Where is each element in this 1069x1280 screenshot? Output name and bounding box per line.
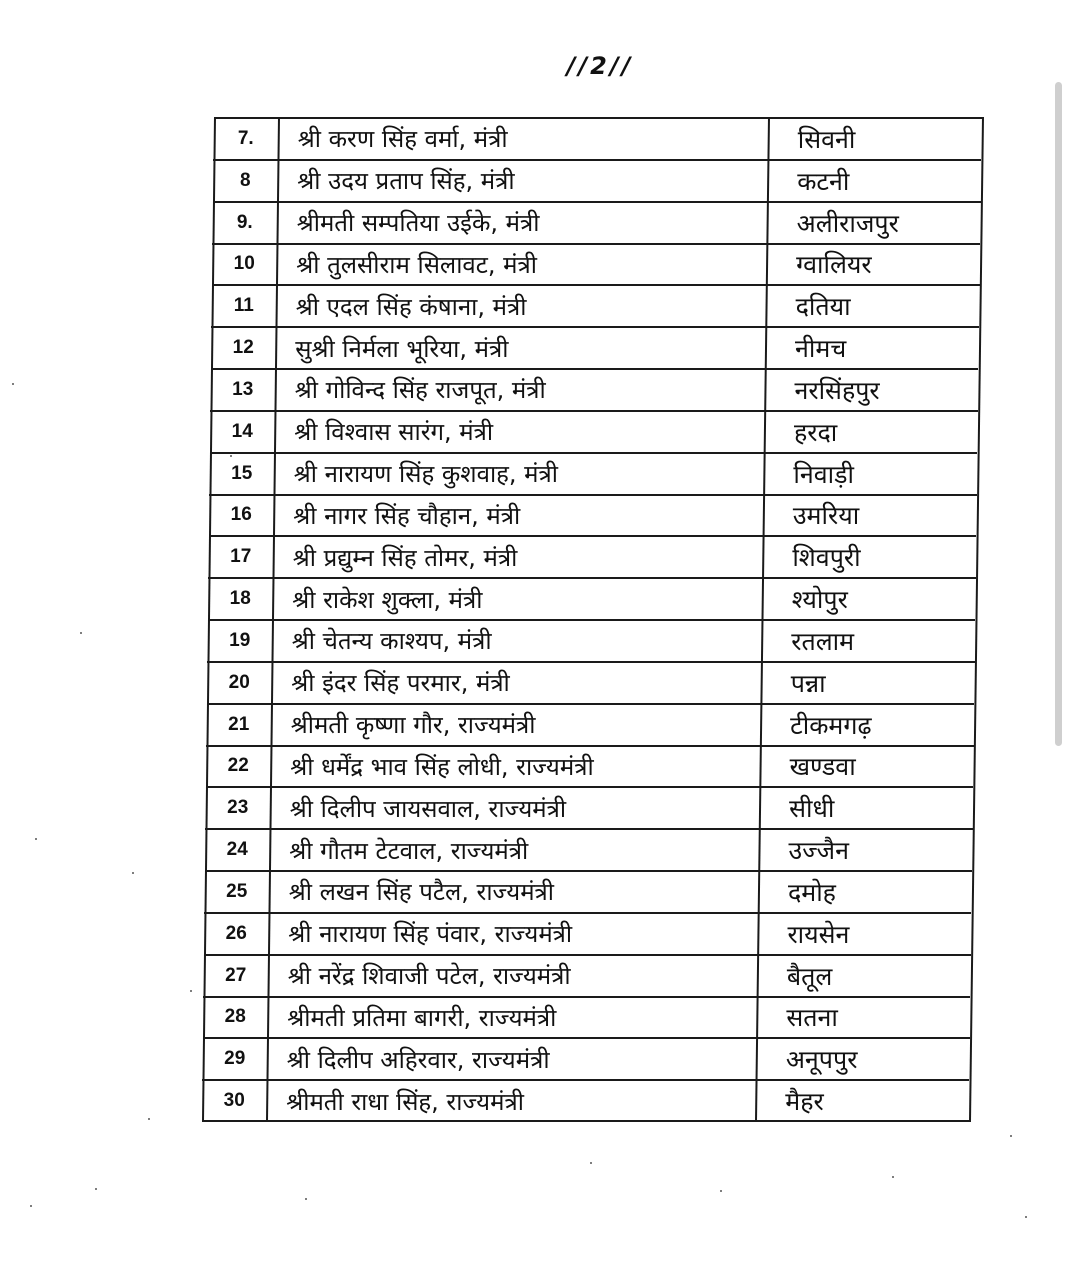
minister-name: श्री दिलीप अहिरवार, राज्यमंत्री xyxy=(286,1045,550,1074)
table-row xyxy=(204,954,971,996)
district-name: टीकमगढ़ xyxy=(790,710,872,740)
table-row xyxy=(204,912,971,954)
table-row xyxy=(210,452,978,494)
minister-name: श्री चेतन्य काश्यप, मंत्री xyxy=(291,627,492,656)
scan-speck xyxy=(12,383,14,385)
table-row xyxy=(214,117,982,159)
serial-number: 24 xyxy=(226,839,248,861)
scan-speck xyxy=(190,990,192,992)
table-row xyxy=(205,870,972,912)
minister-name: श्री उदय प्रताप सिंह, मंत्री xyxy=(297,167,515,196)
serial-number: 22 xyxy=(227,755,249,777)
serial-number: 27 xyxy=(225,964,247,986)
district-name: कटनी xyxy=(797,166,850,196)
serial-number: 9. xyxy=(236,211,253,233)
table-row xyxy=(207,703,974,745)
page-number-marker: //2// xyxy=(566,52,634,80)
table-row xyxy=(213,201,981,243)
district-name: उमरिया xyxy=(792,501,860,531)
minister-name: श्री नरेंद्र शिवाजी पटेल, राज्यमंत्री xyxy=(287,962,571,991)
district-name: ग्वालियर xyxy=(796,250,872,280)
serial-number: 21 xyxy=(228,713,250,735)
minister-name: श्री करण सिंह वर्मा, मंत्री xyxy=(297,125,508,154)
table-row xyxy=(212,284,980,326)
district-name: अलीराजपुर xyxy=(796,208,899,238)
minister-name: श्रीमती प्रतिमा बागरी, राज्यमंत्री xyxy=(287,1003,557,1032)
serial-number: 30 xyxy=(223,1090,245,1112)
table-row xyxy=(213,159,981,201)
scan-speck xyxy=(892,1176,894,1178)
scan-speck xyxy=(230,455,232,457)
serial-number: 8 xyxy=(239,169,251,191)
serial-number: 14 xyxy=(231,420,253,442)
district-name: हरदा xyxy=(793,417,838,447)
table-row xyxy=(208,619,975,661)
minister-name: श्री इंदर सिंह परमार, मंत्री xyxy=(291,669,510,698)
serial-number: 19 xyxy=(229,629,251,651)
minister-name: श्री गौतम टेटवाल, राज्यमंत्री xyxy=(289,836,529,865)
district-name: दमोह xyxy=(787,877,836,907)
minister-name: श्रीमती सम्पतिया उईके, मंत्री xyxy=(296,209,540,238)
district-name: सिवनी xyxy=(797,124,856,154)
minister-name: श्री दिलीप जायसवाल, राज्यमंत्री xyxy=(289,794,567,823)
scan-speck xyxy=(590,1162,592,1164)
minister-name: श्री नागर सिंह चौहान, मंत्री xyxy=(293,501,521,530)
serial-number: 11 xyxy=(233,295,254,317)
minister-name: श्री धर्मेंद्र भाव सिंह लोधी, राज्यमंत्री xyxy=(290,752,594,781)
minister-name: सुश्री निर्मला भूरिया, मंत्री xyxy=(295,334,509,363)
minister-name: श्री नारायण सिंह कुशवाह, मंत्री xyxy=(293,460,558,489)
serial-number: 17 xyxy=(230,546,252,568)
district-name: रतलाम xyxy=(791,626,855,656)
scan-speck xyxy=(720,1190,722,1192)
minister-name: श्री एदल सिंह कंषाना, मंत्री xyxy=(295,292,527,321)
table-row xyxy=(210,410,978,452)
table-row xyxy=(211,368,979,410)
minister-name: श्री लखन सिंह पटैल, राज्यमंत्री xyxy=(288,878,555,907)
minister-name: श्री राकेश शुक्ला, मंत्री xyxy=(292,585,483,614)
district-name: निवाड़ी xyxy=(793,459,854,489)
table-row xyxy=(206,786,973,828)
serial-number: 7. xyxy=(237,127,254,149)
serial-number: 28 xyxy=(224,1006,246,1028)
scan-speck xyxy=(1010,1135,1012,1137)
minister-name: श्रीमती राधा सिंह, राज्यमंत्री xyxy=(286,1087,524,1116)
district-name: शिवपुरी xyxy=(792,543,861,573)
district-name: अनूपपुर xyxy=(785,1045,858,1075)
table-row xyxy=(203,996,970,1038)
table-row xyxy=(203,1037,970,1079)
scan-speck xyxy=(95,1188,97,1190)
serial-number: 13 xyxy=(232,378,254,400)
scan-speck xyxy=(305,1198,307,1200)
scan-speck xyxy=(1025,1216,1027,1218)
district-name: खण्डवा xyxy=(789,752,856,782)
scan-speck xyxy=(148,1118,150,1120)
minister-name: श्री गोविन्द सिंह राजपूत, मंत्री xyxy=(294,376,546,405)
serial-number: 26 xyxy=(225,922,247,944)
minister-name: श्री विश्वास सारंग, मंत्री xyxy=(294,418,494,447)
table-row xyxy=(209,494,977,536)
minister-name: श्री तुलसीराम सिलावट, मंत्री xyxy=(296,250,537,279)
district-name: नीमच xyxy=(795,334,847,364)
district-name: पन्ना xyxy=(790,668,826,698)
table-row xyxy=(208,577,976,619)
district-name: रायसेन xyxy=(787,919,850,949)
serial-number: 29 xyxy=(224,1048,246,1070)
district-name: सीधी xyxy=(789,794,835,824)
table-bottom-border xyxy=(202,1120,971,1122)
serial-number: 16 xyxy=(230,504,252,526)
scan-speck xyxy=(35,838,37,840)
district-name: श्योपुर xyxy=(791,585,848,615)
scan-speck xyxy=(30,1205,32,1207)
table-row xyxy=(211,326,979,368)
table-row xyxy=(209,535,977,577)
district-name: नरसिंहपुर xyxy=(794,375,880,405)
minister-name: श्रीमती कृष्णा गौर, राज्यमंत्री xyxy=(290,711,536,740)
serial-number: 20 xyxy=(228,671,250,693)
district-name: मैहर xyxy=(785,1087,824,1117)
serial-number: 25 xyxy=(226,880,248,902)
table-row xyxy=(212,243,980,285)
serial-number: 15 xyxy=(231,462,253,484)
table-row xyxy=(207,661,974,703)
district-name: बैतूल xyxy=(786,961,833,991)
district-name: दतिया xyxy=(795,292,851,322)
serial-number: 23 xyxy=(227,797,249,819)
table-row xyxy=(202,1079,969,1121)
scan-speck xyxy=(132,872,134,874)
minister-name: श्री नारायण सिंह पंवार, राज्यमंत्री xyxy=(288,920,573,949)
scan-speck xyxy=(80,632,82,634)
table-row xyxy=(206,745,973,787)
serial-number: 10 xyxy=(233,253,255,275)
district-name: सतना xyxy=(786,1003,838,1033)
minister-name: श्री प्रद्युम्न सिंह तोमर, मंत्री xyxy=(292,543,518,572)
table-row xyxy=(205,828,972,870)
serial-number: 18 xyxy=(229,588,251,610)
serial-number: 12 xyxy=(232,337,254,359)
district-name: उज्जैन xyxy=(788,836,849,866)
